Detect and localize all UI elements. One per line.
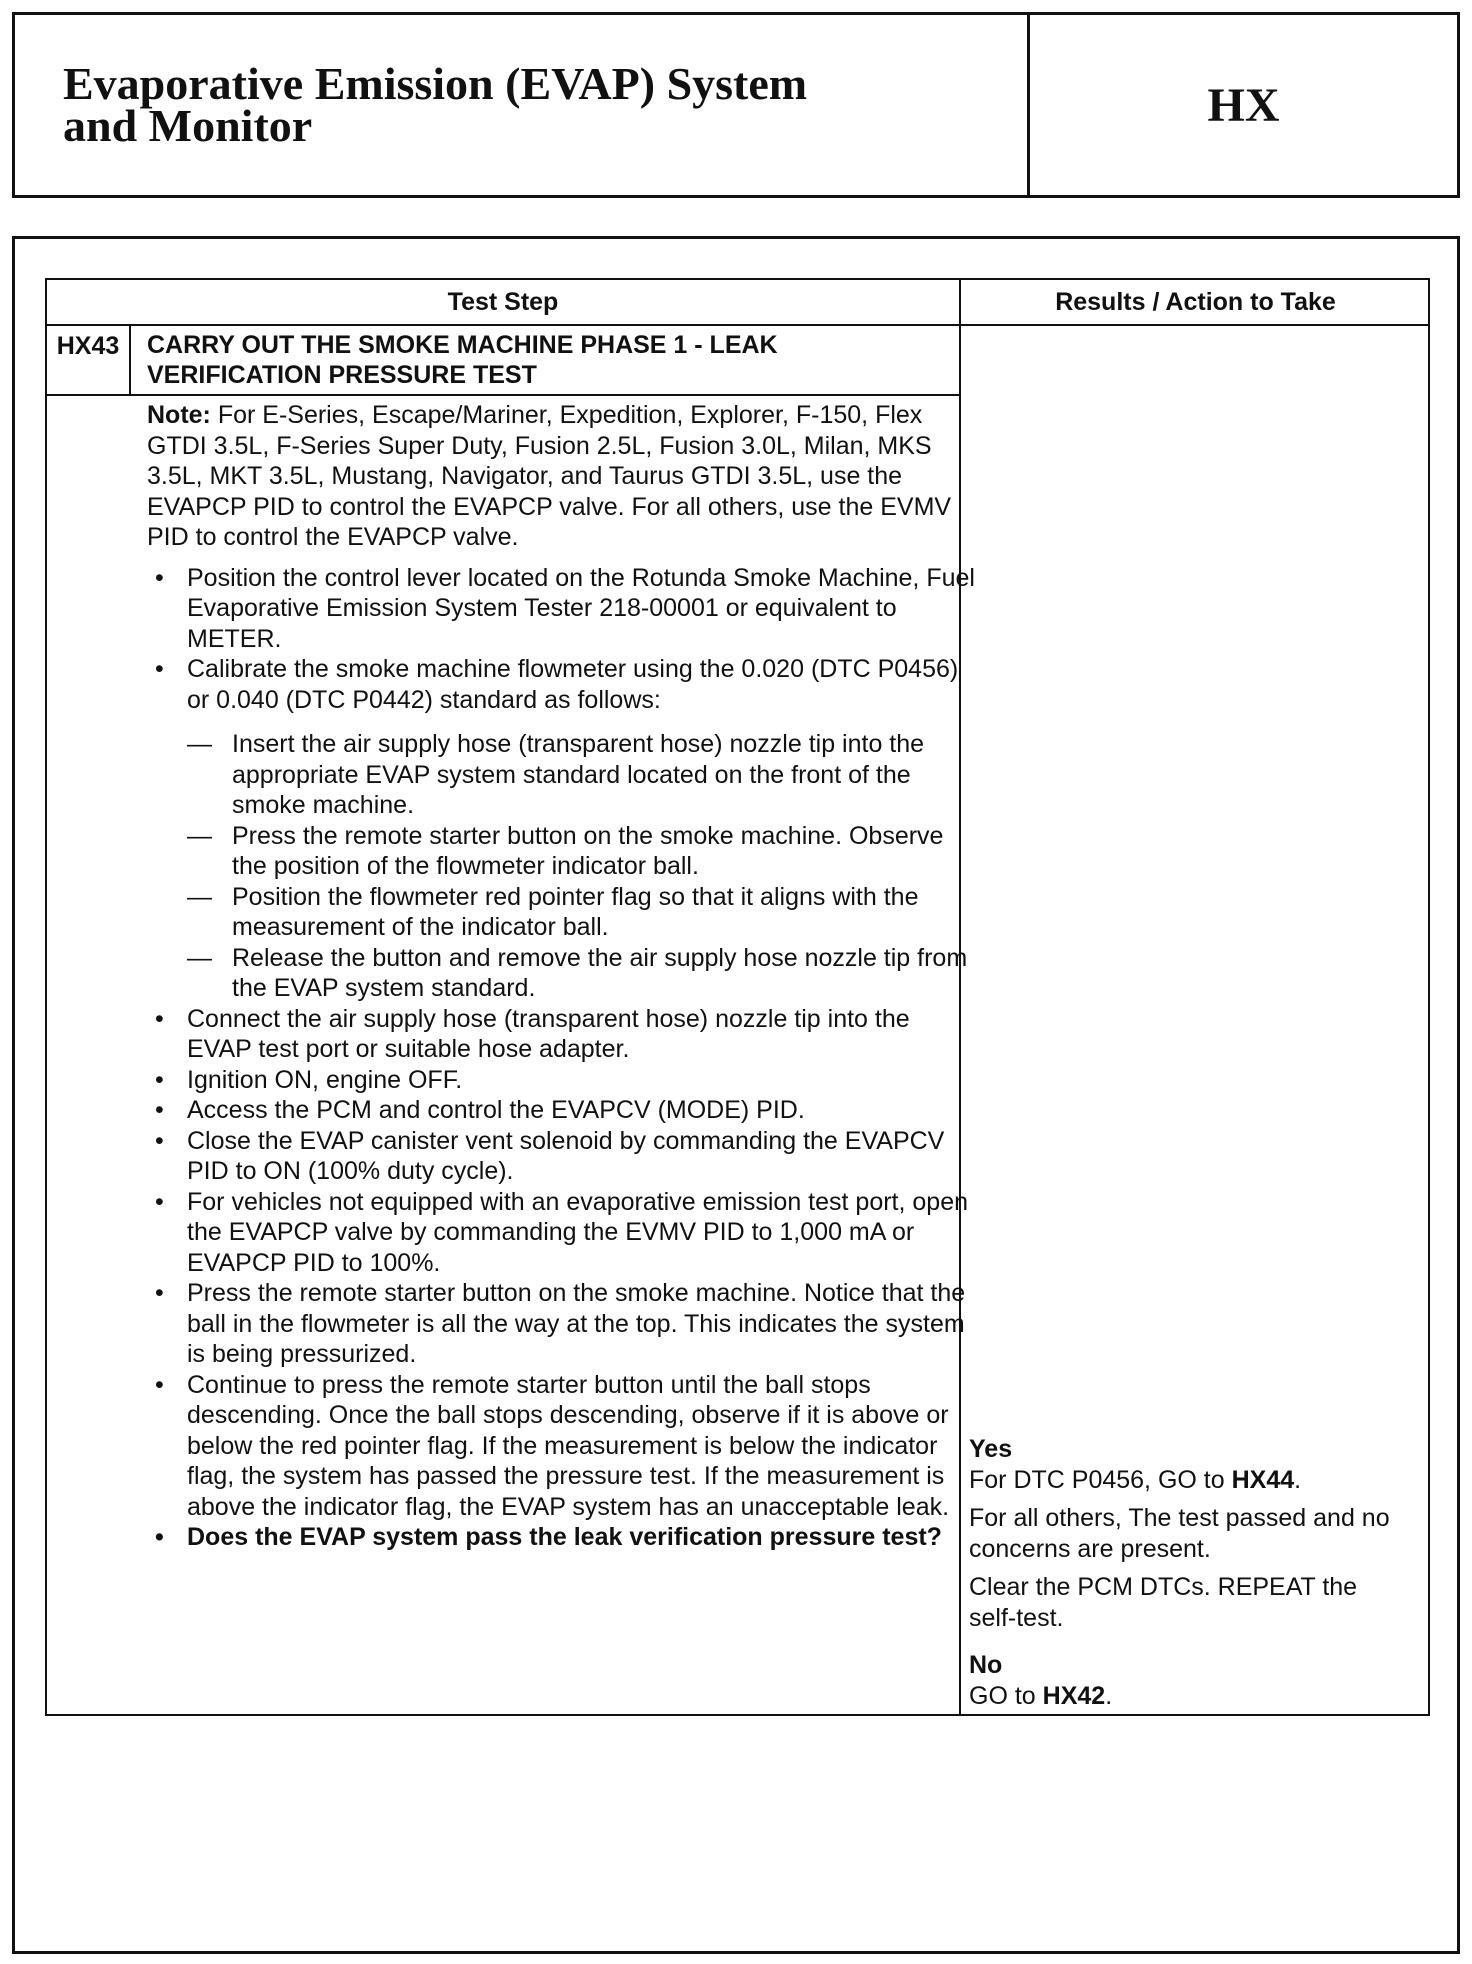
no-action: GO to HX42. (969, 1681, 1113, 1710)
step-title: CARRY OUT THE SMOKE MACHINE PHASE 1 - LEAK VERIFICATION PRESSURE TEST (147, 331, 778, 389)
dash-icon: — (187, 882, 212, 911)
no-label: No (969, 1651, 1003, 1679)
list-item: • For vehicles not equipped with an evaporative emission test port, open the EVAPCP valve by commanding the EVMV PID to 1,000 mA or EVAPCP PID to 100%. (155, 1187, 969, 1277)
results-yes (969, 1434, 1409, 1633)
step-title-rule (47, 394, 959, 396)
dash-icon: — (187, 943, 212, 972)
page-title (63, 58, 1003, 151)
dash-icon: — (187, 730, 212, 758)
step-link-hx42[interactable]: HX42 (1042, 1681, 1106, 1710)
note-text: For E-Series, Escape/Mariner, Expedition, Explorer, F-150, Flex GTDI 3.5L, F-Series Super Duty, Fusion 2.5L, Fusion 3.0L, Milan, MKS 3.5L, MKT 3.5L, Mustang, Navigator, and Taurus GTDI 3.5L, use the EVAPCP PID to control the EVAPCP valve. For all others, use the EVMV PID to control the EVAPCP valve. (147, 401, 952, 551)
bullet-icon: • (155, 1065, 164, 1094)
step-content (147, 400, 977, 1553)
column-header-results: Results / Action to Take (1055, 287, 1336, 316)
bullet-icon: • (155, 563, 164, 592)
title-line-2: and Monitor (63, 100, 313, 151)
yes-action-3: Clear the PCM DTCs. REPEAT the self-test. (969, 1573, 1358, 1632)
title-line-1: Evaporative Emission (EVAP) System (63, 58, 808, 109)
list-item: • Ignition ON, engine OFF. (155, 1065, 463, 1094)
bullet-icon: • (155, 1370, 164, 1399)
bullet-icon: • (155, 1279, 164, 1307)
bullet-icon: • (155, 1523, 164, 1551)
list-item: • Position the control lever located on the Rotunda Smoke Machine, Fuel Evaporative Emission System Tester 218-00001 or equivalent to METER. (155, 563, 975, 653)
dash-icon: — (187, 821, 212, 850)
bullet-icon: • (155, 1187, 164, 1216)
sub-list-item: — Release the button and remove the air supply hose nozzle tip from the EVAP system standard. (187, 943, 968, 1002)
note (147, 400, 977, 553)
sub-list-item: — Position the flowmeter red pointer flag so that it aligns with the measurement of the indicator ball. (187, 882, 919, 941)
step-link-hx44[interactable]: HX44 (1231, 1465, 1295, 1494)
bullet-icon: • (155, 1096, 164, 1124)
section-code: HX (1207, 78, 1280, 132)
yes-label: Yes (969, 1435, 1013, 1463)
list-item: • Continue to press the remote starter button until the ball stops descending. Once the ball stops descending, observe if it is above or below the red pointer flag. If the measurement is below the indicator flag, the system has passed the pressure test. If the measurement is above the indicator flag, the EVAP system has an unacceptable leak. (155, 1370, 950, 1521)
step-id: HX43 (56, 332, 120, 360)
bullet-icon: • (155, 655, 164, 683)
header-rule (47, 324, 1428, 326)
yes-action-1: For DTC P0456, GO to HX44. (969, 1465, 1302, 1494)
question-item: • Does the EVAP system pass the leak verification pressure test? (155, 1523, 942, 1551)
page-header (12, 12, 1460, 198)
column-header-test-step: Test Step (447, 287, 559, 316)
yes-action-2: For all others, The test passed and no concerns are present. (969, 1504, 1390, 1563)
sub-list-item: — Press the remote starter button on the smoke machine. Observe the position of the flowmeter indicator ball. (187, 821, 944, 880)
list-item: • Calibrate the smoke machine flowmeter using the 0.020 (DTC P0456) or 0.040 (DTC P0442) standard as follows: (155, 655, 959, 714)
results-no (969, 1650, 1409, 1711)
note-label: Note: (147, 401, 211, 429)
bullet-icon: • (155, 1004, 164, 1033)
bullet-icon: • (155, 1126, 164, 1155)
list-item: • Access the PCM and control the EVAPCV (MODE) PID. (155, 1096, 805, 1124)
sub-list-item: — Insert the air supply hose (transparent hose) nozzle tip into the appropriate EVAP system standard located on the front of the smoke machine. (187, 730, 925, 819)
list-item: • Connect the air supply hose (transparent hose) nozzle tip into the EVAP test port or suitable hose adapter. (155, 1004, 910, 1063)
list-item: • Close the EVAP canister vent solenoid by commanding the EVAPCV PID to ON (100% duty cycle). (155, 1126, 945, 1185)
step-id-divider (129, 324, 131, 394)
list-item: • Press the remote starter button on the smoke machine. Notice that the ball in the flowmeter is all the way at the top. This indicates the system is being pressurized. (155, 1279, 966, 1368)
